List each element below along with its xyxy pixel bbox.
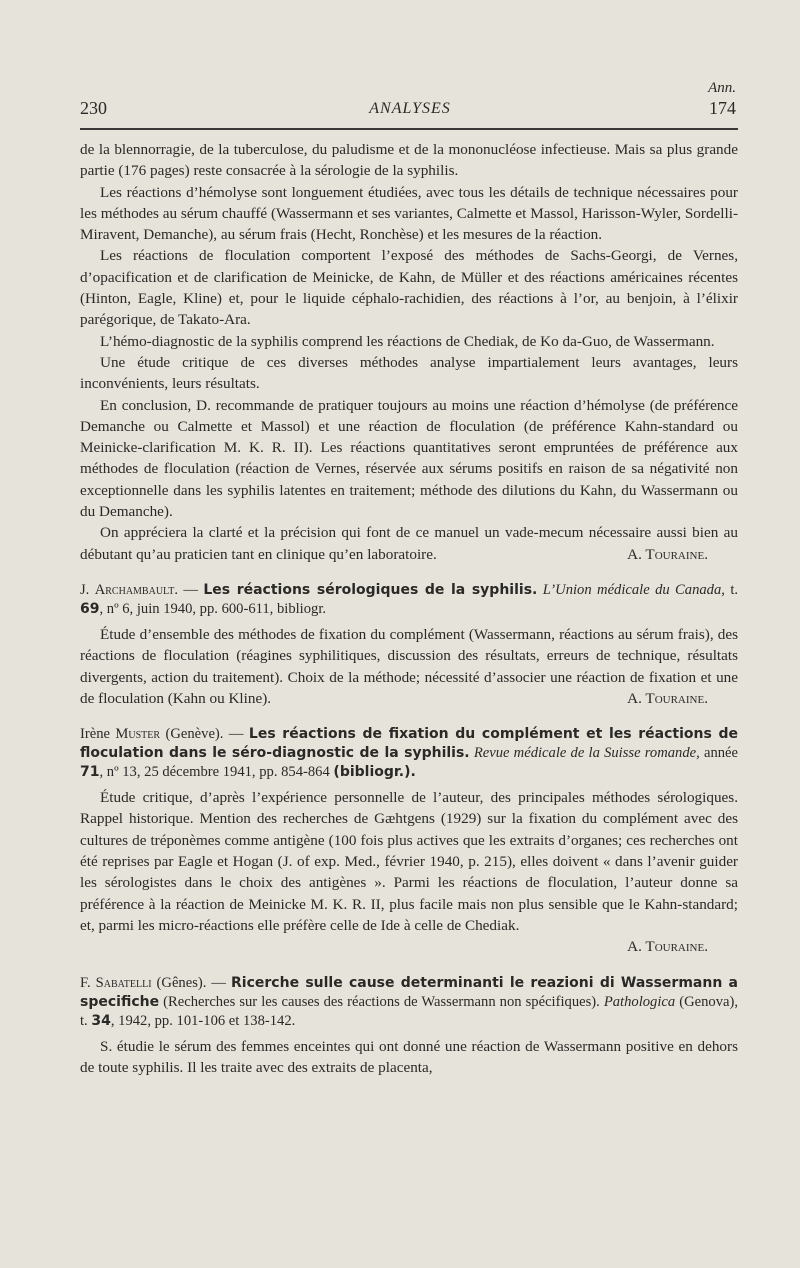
review1-paragraph-3: Les réactions de floculation comportent l’exposé des méthodes de Sachs-Georgi, de Vernes, d’opacification et de clarification de Meinicke, de Kahn, de Müller et des réactions américaines récentes (Hinton, Eagle, Kline) et, pour le liquide céphalo-rachidien, des réactions à l’or, au benjoin, à l’élixir parégorique, de Takato-Ara.	[80, 247, 738, 329]
review4-place: (Gênes). —	[151, 974, 232, 991]
header-rule	[80, 128, 738, 130]
review1-paragraph-4: L’hémo-diagnostic de la syphilis comprend les réactions de Chediak, de Ko da-Guo, de Wassermann.	[100, 332, 715, 350]
review3-place: (Genève). —	[160, 726, 249, 743]
review4-title: Ricerche sulle cause determinanti le reazioni di Wassermann a specifiche	[80, 974, 738, 1010]
review3-text: Étude critique, d’après l’expérience personnelle de l’auteur, des principales méthodes sérologiques. Rappel historique. Mention des recherches de Gæhtgens (1929) sur la fixation du complément avec des cultures de tréponèmes comme antigène (100 fois plus actives que les extraits d’organes; ces recherches ont été reprises par Eagle et Hogan (J. of exp. Med., février 1940, p. 215), elles doivent « dans l’avenir guider les sérologistes dans le choix des antigènes ». Parmi les réactions de floculation, l’auteur donne sa préférence à la réaction de Meinicke M. K. R. II, plus facile mais non plus sensible que le Kahn-standard; et, parmi les micro-réactions elle préfère celle de Ide à celle de Chediak.	[80, 789, 738, 934]
review2-text-body: Étude d’ensemble des méthodes de fixation du complément (Wassermann, réactions au sérum frais), des réactions de floculation (réagines syphilitiques, discussion des résultats, erreurs de technique, résultats divergents, action du traitement). Choix de la méthode; nécessité d’associer une réaction de fixation et une de floculation (Kahn ou Kline).	[80, 625, 738, 707]
review3-reference	[80, 725, 738, 782]
header-ann-label: Ann.	[708, 80, 736, 96]
review2-author-name: Archambault.	[94, 581, 178, 598]
review3-year-prefix: année	[699, 745, 738, 762]
review2-reference	[80, 581, 738, 619]
review4-reference	[80, 974, 738, 1031]
review4-author-name: Sabatelli	[95, 974, 152, 991]
review4-details: , 1942, pp. 101-106 et 138-142.	[110, 1012, 296, 1029]
article-body	[80, 139, 738, 1078]
review4-volume: 34	[91, 1012, 111, 1029]
review2-dash: —	[178, 581, 204, 598]
review3-author-name: Muster	[115, 726, 161, 743]
review3-journal: Revue médicale de la Suisse romande,	[469, 745, 700, 762]
review4-translation: (Recherches sur les causes des réactions de Wassermann non spécifiques).	[159, 993, 604, 1010]
review3-author-first: Irène	[80, 726, 110, 743]
review1-paragraph-7	[80, 522, 738, 565]
review2-author-initial: J.	[80, 581, 90, 598]
review2-vol-prefix: t.	[724, 581, 739, 598]
review1-paragraph-1: de la blennorragie, de la tuberculose, du paludisme et de la mononucléose infectieuse. Mais sa plus grande partie (176 pages) reste consacrée à la sérologie de la syphilis.	[80, 141, 738, 180]
review3-volume: 71	[80, 764, 100, 781]
review4-city: (Genova), t.	[80, 993, 738, 1029]
review2-journal: L’Union médicale du Canada,	[542, 581, 725, 598]
review1-signature: A. Touraine.	[627, 545, 708, 563]
review3-title: Les réactions de fixation du complément et les réactions de floculation dans le séro-diagnostic de la syphilis.	[80, 726, 738, 762]
review2-signature: A. Touraine.	[627, 689, 708, 707]
review4-author-initial: F.	[80, 974, 91, 991]
review2-details: , nº 6, juin 1940, pp. 600-611, bibliogr.	[99, 600, 327, 617]
review4-text: S. étudie le sérum des femmes enceintes qui ont donné une réaction de Wassermann positive en dehors de toute syphilis. Il les traite avec des extraits de placenta,	[80, 1037, 738, 1076]
section-title: ANALYSES	[369, 100, 451, 117]
page-number: 230	[80, 98, 107, 118]
volume-page-number: 174	[709, 98, 736, 118]
review4-journal: Pathologica	[603, 993, 676, 1010]
review3-biblio: (bibliogr.).	[333, 764, 416, 781]
running-header	[80, 78, 740, 128]
review1-paragraph-7-text: On appréciera la clarté et la précision qui font de ce manuel un vade-mecum nécessaire aussi bien au débutant qu’au praticien tant en clinique qu’en laboratoire.	[80, 524, 738, 563]
review2-text	[80, 624, 738, 709]
review3-signature: A. Touraine.	[627, 938, 708, 956]
review1-paragraph-5: Une étude critique de ces diverses méthodes analyse impartialement leurs avantages, leurs inconvénients, leurs résultats.	[80, 353, 738, 393]
review1-paragraph-6: En conclusion, D. recommande de pratiquer toujours au moins une réaction d’hémolyse (de préférence Demanche ou Calmette et Massol) et une réaction de floculation (de préférence Kahn-standard ou Meinicke-clarification M. K. R. II). Les réactions quantitatives seront empruntées de préférence aux méthodes de floculation (réaction de Vernes, réservée aux sérums positifs en raison de sa négativité non exceptionnelle dans les syphilis latentes en traitement; méthode des dilutions du Kahn, du Wassermann ou du Demanche).	[80, 396, 738, 521]
review2-volume: 69	[80, 600, 100, 617]
review1-paragraph-2: Les réactions d’hémolyse sont longuement étudiées, avec tous les détails de technique nécessaires pour les méthodes au sérum chauffé (Wassermann et ses variantes, Calmette et Massol, Harisson-Wyler, Sordelli-Miravent, Demanche), au sérum frais (Hecht, Ronchèse) et les mesures de la réaction.	[80, 183, 738, 244]
review3-details: , nº 13, 25 décembre 1941, pp. 854-864	[99, 764, 334, 781]
review2-title: Les réactions sérologiques de la syphilis.	[203, 581, 538, 598]
